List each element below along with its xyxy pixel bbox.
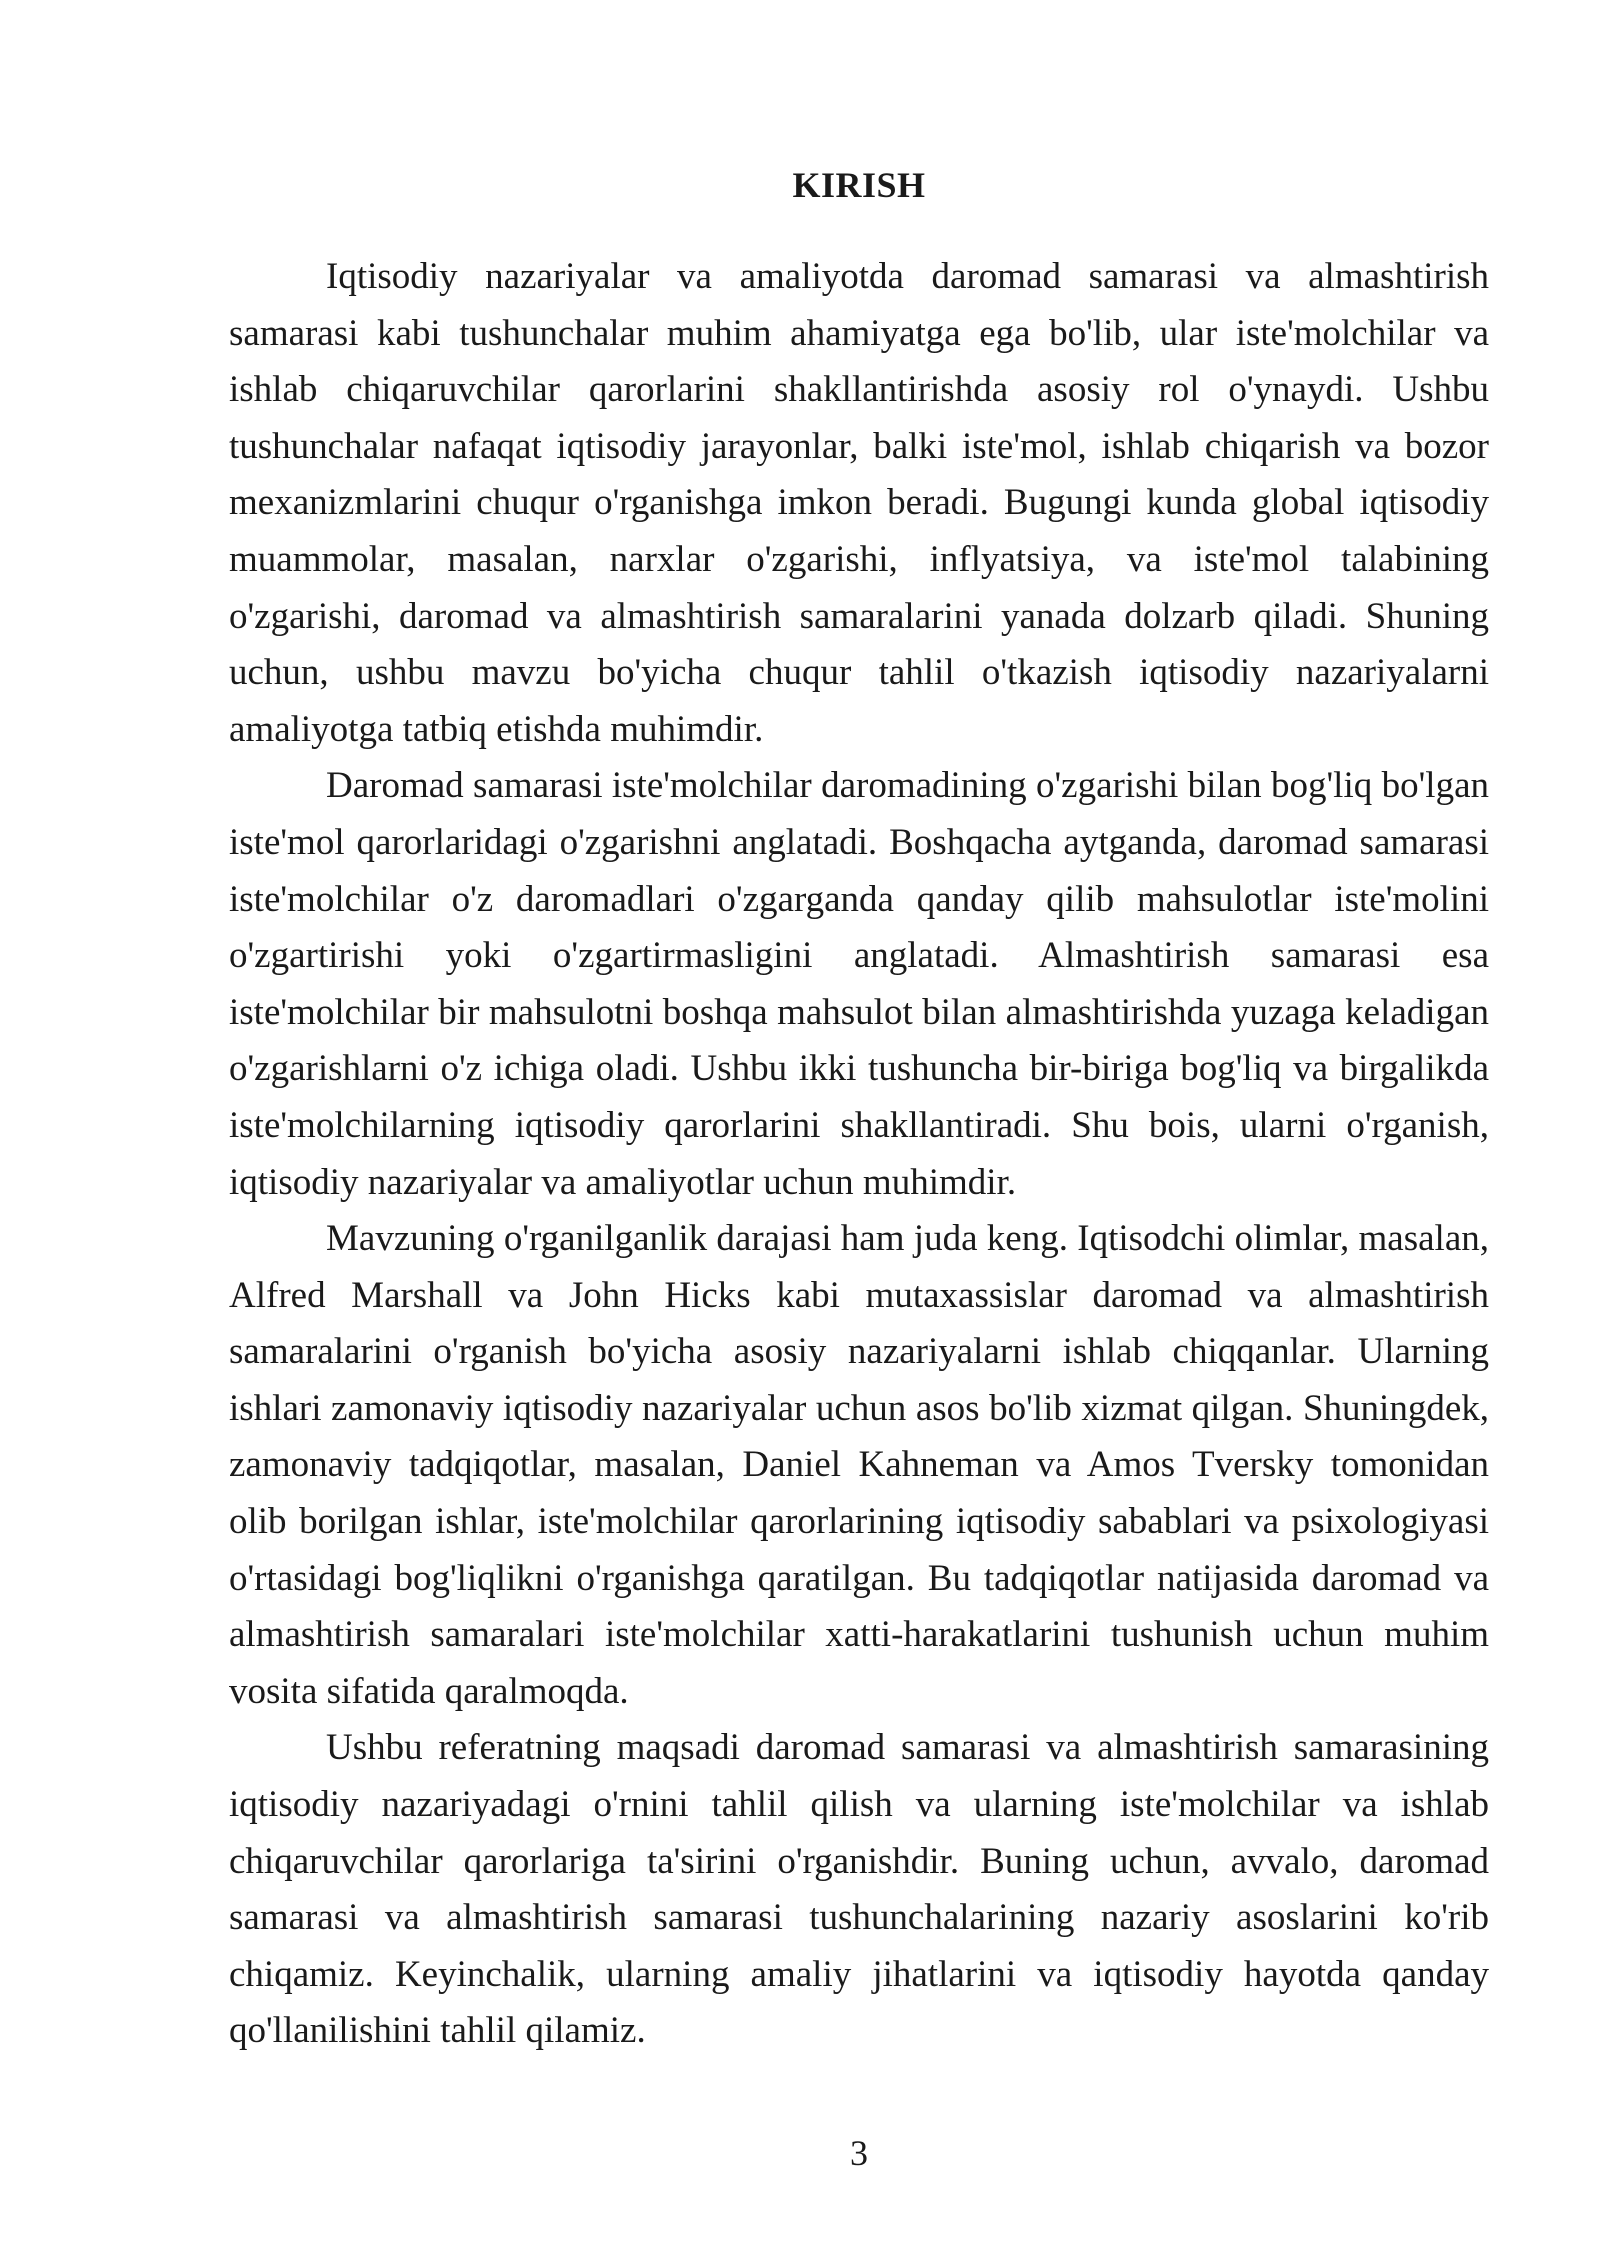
page-number: 3 — [850, 2133, 868, 2173]
paragraph-4: Ushbu referatning maqsadi daromad samarasi va almashtirish samarasining iqtisodiy nazariyadagi o'rnini tahlil qilish va ularning iste'molchilar va ishlab chiqaruvchilar qarorlariga ta'sirini o'rganishdir. Buning uchun, avvalo, daromad samarasi va almashtirish samarasi tushunchalarining nazariy asoslarini ko'rib chiqamiz. Keyinchalik, ularning amaliy jihatlarini va iqtisodiy hayotda qanday qo'llanilishini tahlil qilamiz. — [229, 1727, 1489, 2052]
section-title: KIRISH — [792, 165, 926, 205]
paragraph-3: Mavzuning o'rganilganlik darajasi ham juda keng. Iqtisodchi olimlar, masalan, Alfred Marshall va John Hicks kabi mutaxassislar daromad va almashtirish samaralarini o'rganish bo'yicha asosiy nazariyalarni ishlab chiqqanlar. Ularning ishlari zamonaviy iqtisodiy nazariyalar uchun asos bo'lib xizmat qilgan. Shuningdek, zamonaviy tadqiqotlar, masalan, Daniel Kahneman va Amos Tversky tomonidan olib borilgan ishlar, iste'molchilar qarorlarining iqtisodiy sabablari va psixologiyasi o'rtasidagi bog'liqlikni o'rganishga qaratilgan. Bu tadqiqotlar natijasida daromad va almashtirish samaralari iste'molchilar xatti-harakatlarini tushunish uchun muhim vosita sifatida qaralmoqda. — [229, 1218, 1489, 1712]
paragraph-1: Iqtisodiy nazariyalar va amaliyotda daromad samarasi va almashtirish samarasi kabi tushunchalar muhim ahamiyatga ega bo'lib, ular iste'molchilar va ishlab chiqaruvchilar qarorlarini shakllantirishda asosiy rol o'ynaydi. Ushbu tushunchalar nafaqat iqtisodiy jarayonlar, balki iste'mol, ishlab chiqarish va bozor mexanizmlarini chuqur o'rganishga imkon beradi. Bugungi kunda global iqtisodiy muammolar, masalan, narxlar o'zgarishi, inflyatsiya, va iste'mol talabining o'zgarishi, daromad va almashtirish samaralarini yanada dolzarb qiladi. Shuning uchun, ushbu mavzu bo'yicha chuqur tahlil o'tkazish iqtisodiy nazariyalarni amaliyotga tatbiq etishda muhimdir. — [229, 256, 1489, 750]
paragraph-2: Daromad samarasi iste'molchilar daromadining o'zgarishi bilan bog'liq bo'lgan iste'mol qarorlaridagi o'zgarishni anglatadi. Boshqacha aytganda, daromad samarasi iste'molchilar o'z daromadlari o'zgarganda qanday qilib mahsulotlar iste'molini o'zgartirishi yoki o'zgartirmasligini anglatadi. Almashtirish samarasi esa iste'molchilar bir mahsulotni boshqa mahsulot bilan almashtirishda yuzaga keladigan o'zgarishlarni o'z ichiga oladi. Ushbu ikki tushuncha bir-biriga bog'liq va birgalikda iste'molchilarning iqtisodiy qarorlarini shakllantiradi. Shu bois, ularni o'rganish, iqtisodiy nazariyalar va amaliyotlar uchun muhimdir. — [229, 765, 1489, 1203]
body-text — [229, 249, 1489, 2060]
